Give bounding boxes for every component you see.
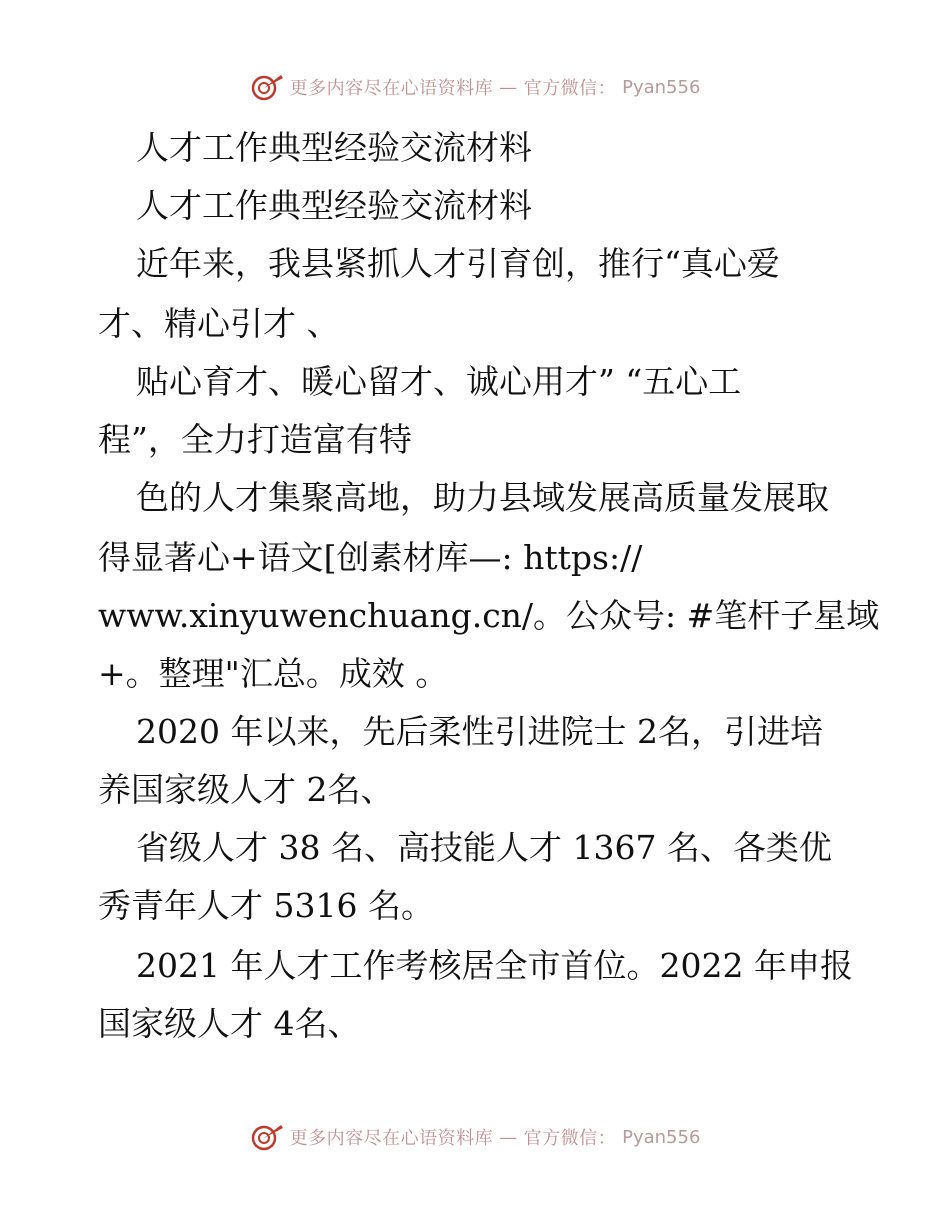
paragraph-line: 色的人才集聚高地，助力县域发展高质量发展取 <box>136 478 829 517</box>
watermark-wechat-label: 官方微信： <box>523 78 617 99</box>
paragraph-line: 得显著心+语文[创素材库—: https:// <box>98 538 643 577</box>
paragraph-line: 国家级人才 4名、 <box>98 1004 361 1043</box>
header-watermark <box>0 72 950 102</box>
doc-title-repeat: 人才工作典型经验交流材料 <box>136 186 532 225</box>
watermark-text: 更多内容尽在心语资料库 <box>289 1128 494 1149</box>
paragraph-line: 程”，全力打造富有特 <box>98 420 412 459</box>
paragraph-line: 近年来，我县紧抓人才引育创，推行“真心爱 <box>136 244 780 283</box>
watermark-wechat-label: 官方微信： <box>523 1128 617 1149</box>
paragraph-line: www.xinyuwenchuang.cn/。公众号: #笔杆子星域 <box>98 596 880 635</box>
paragraph-line: 秀青年人才 5316 名。 <box>98 886 434 925</box>
watermark-wechat-id: Pyan556 <box>622 1126 701 1148</box>
watermark-dash: — <box>499 1126 518 1148</box>
watermark-wechat-id: Pyan556 <box>622 76 701 98</box>
paragraph-line: 2021 年人才工作考核居全市首位。2022 年申报 <box>136 946 853 985</box>
pen-logo-icon <box>250 1122 284 1152</box>
doc-title: 人才工作典型经验交流材料 <box>136 128 532 167</box>
paragraph-line: 省级人才 38 名、高技能人才 1367 名、各类优 <box>136 828 832 867</box>
watermark-text: 更多内容尽在心语资料库 <box>289 78 494 99</box>
watermark-dash: — <box>499 76 518 98</box>
pen-logo-icon <box>250 72 284 102</box>
paragraph-line: 2020 年以来，先后柔性引进院士 2名，引进培 <box>136 712 823 751</box>
paragraph-line: 贴心育才、暖心留才、诚心用才” “五心工 <box>136 362 742 401</box>
paragraph-line: 养国家级人才 2名、 <box>98 770 394 809</box>
footer-watermark <box>0 1122 950 1152</box>
paragraph-line: +。整理"汇总。成效 。 <box>98 654 449 693</box>
paragraph-line: 才、精心引才 、 <box>98 304 340 343</box>
